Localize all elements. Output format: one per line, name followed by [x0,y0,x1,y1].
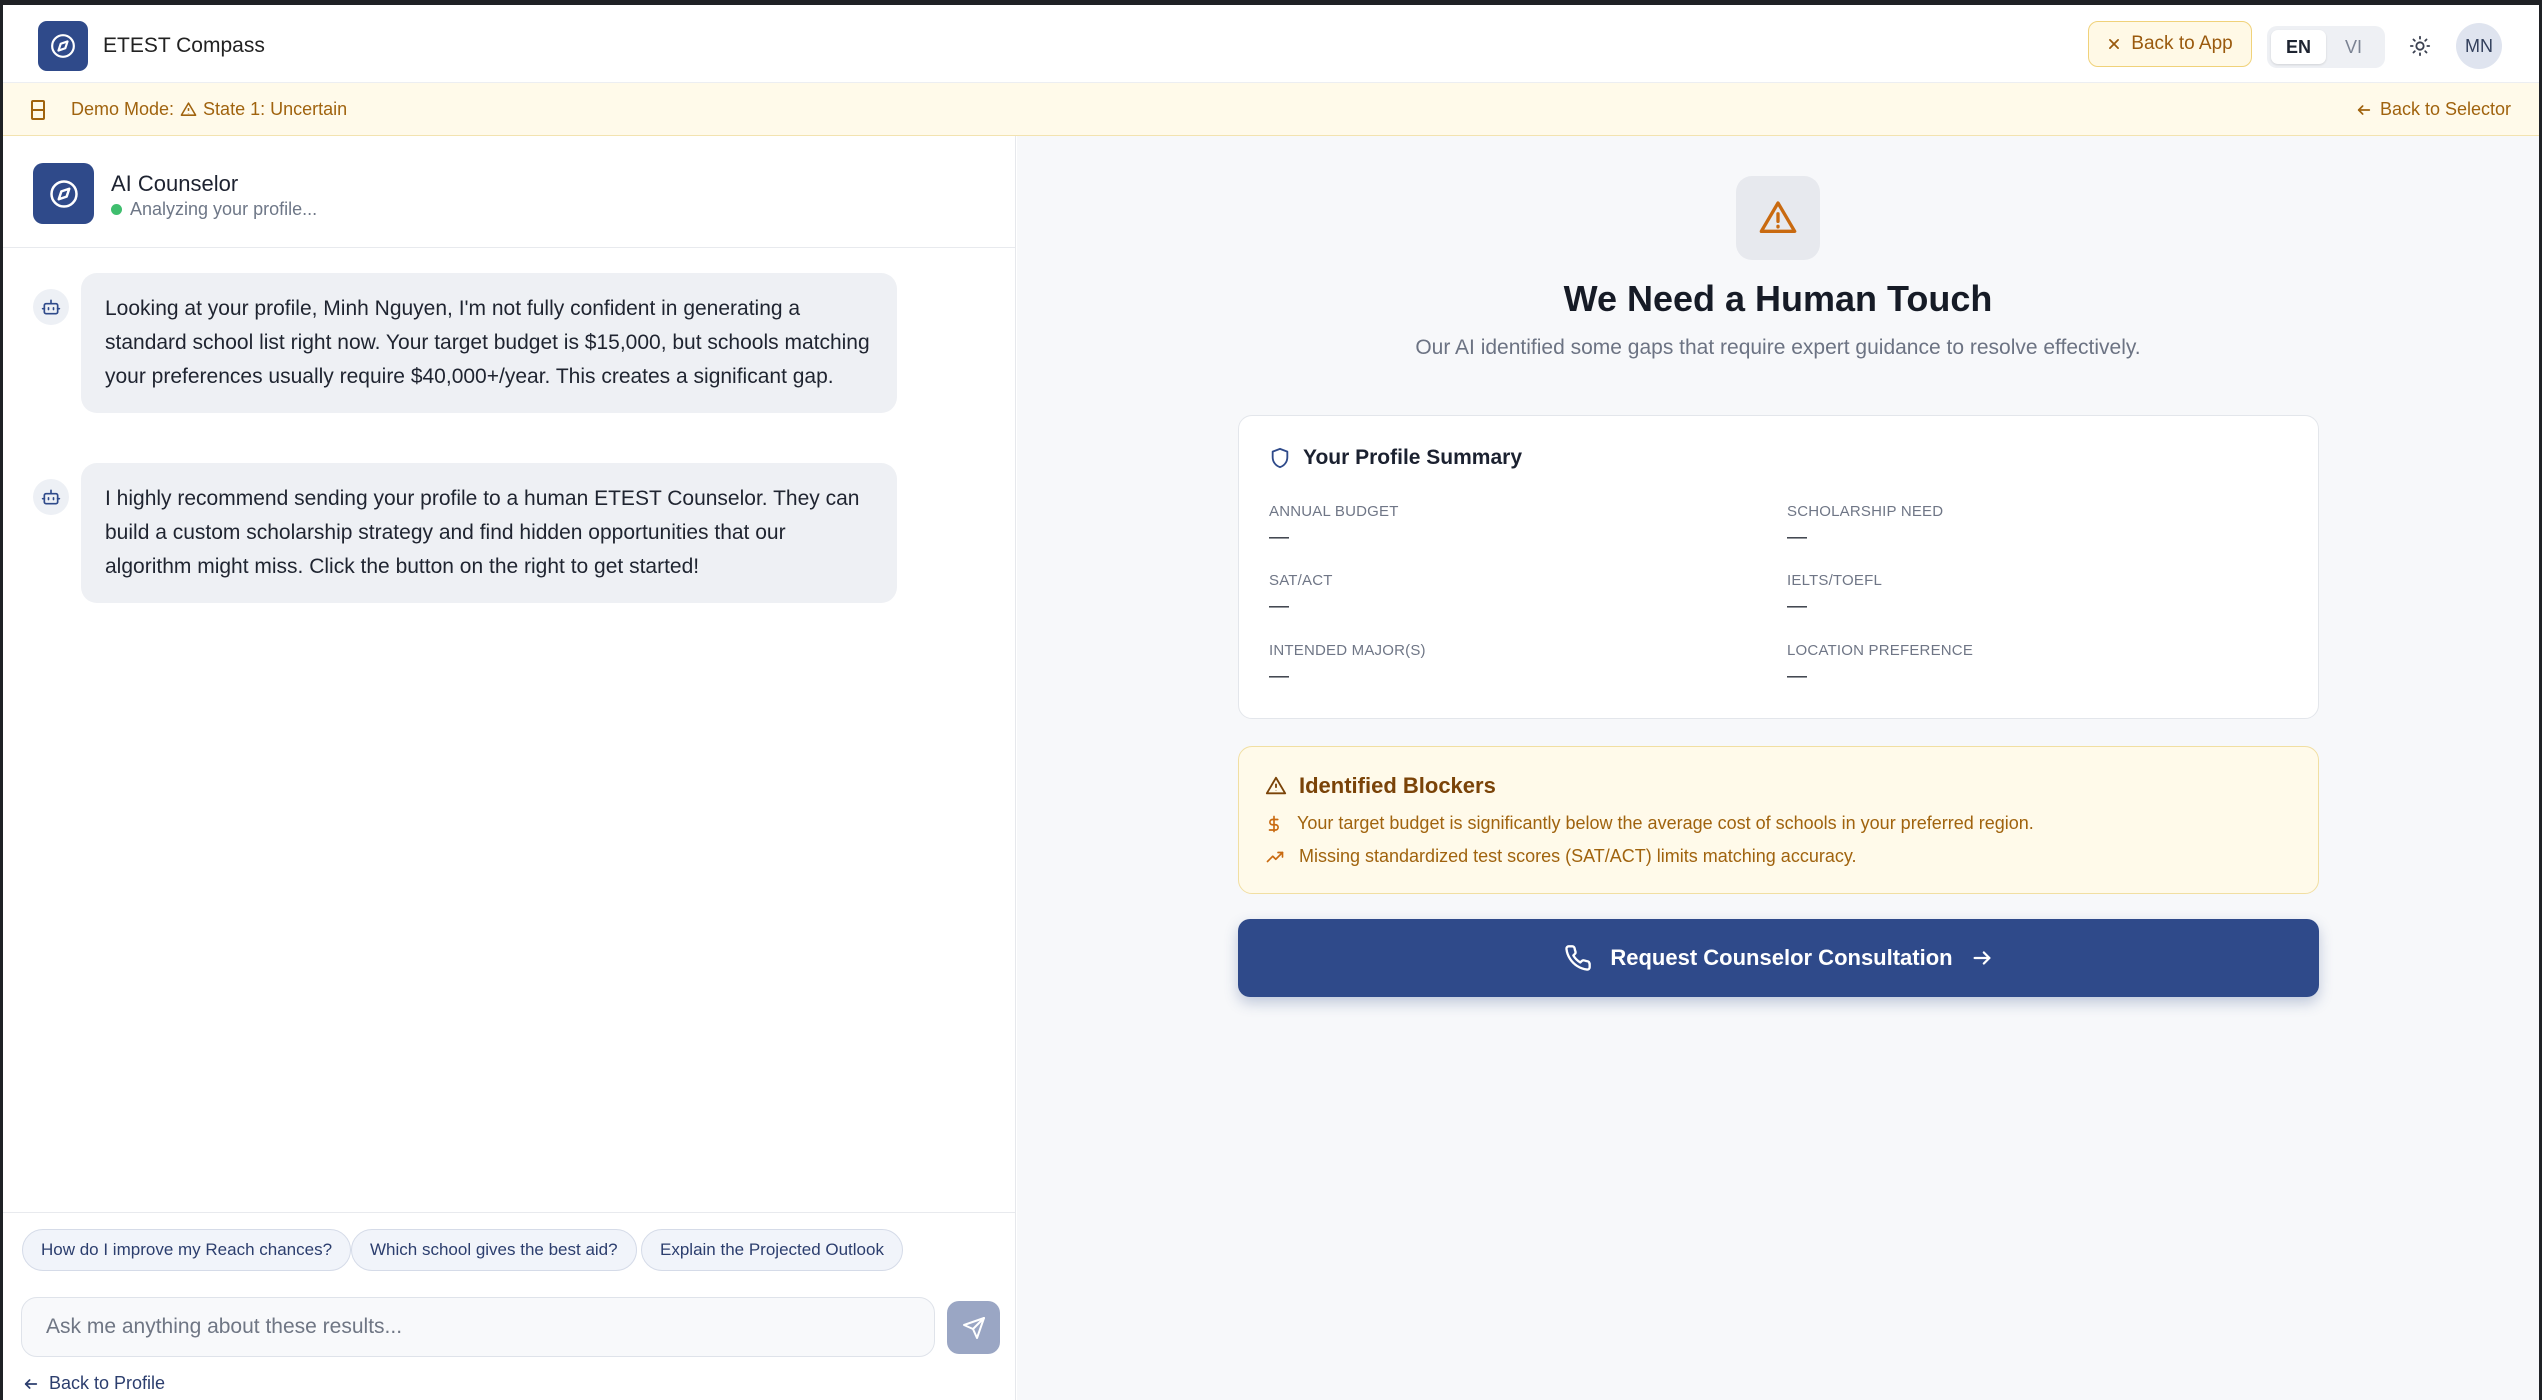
message-bubble: Looking at your profile, Minh Nguyen, I'm not fully confident in generating a standard school list right now. Your target budget is $15,000, but schools matching your preferences usually require $40,000+/year. This creates a significant gap. [81,273,897,413]
user-avatar[interactable]: MN [2456,23,2502,69]
blocker-item [1265,813,2034,834]
suggestion-chip[interactable]: Which school gives the best aid? [351,1229,637,1271]
warning-icon [180,101,197,118]
trending-up-icon [1265,848,1285,866]
shield-icon [1269,447,1291,469]
back-to-app-button[interactable] [2088,21,2252,67]
chat-panel [3,136,1016,1400]
field-label: SAT/ACT [1269,572,1333,589]
suggestion-chip[interactable]: Explain the Projected Outlook [641,1229,903,1271]
demo-mode-label: Demo Mode: [71,99,175,119]
back-to-selector-label: Back to Selector [2379,99,2511,119]
chat-input[interactable] [21,1297,935,1357]
blocker-item [1265,846,1857,867]
field-ielts-toefl [1787,572,2267,618]
app-window [3,5,2539,1400]
field-scholarship-need [1787,503,2267,549]
chat-header [3,136,1015,248]
profile-summary-title-text: Your Profile Summary [1303,446,1523,469]
field-label: ANNUAL BUDGET [1269,503,1399,520]
field-value: — [1269,665,1289,687]
arrow-left-icon [2356,102,2372,118]
send-icon [962,1316,986,1340]
field-value: — [1787,665,1807,687]
counselor-status [111,199,317,220]
demo-state-label: State 1: Uncertain [203,99,348,119]
language-toggle [2267,26,2385,68]
dollar-icon [1265,814,1283,834]
field-label: INTENDED MAJOR(S) [1269,642,1426,659]
request-consultation-label: Request Counselor Consultation [1610,945,1953,970]
field-label: SCHOLARSHIP NEED [1787,503,1944,520]
field-label: LOCATION PREFERENCE [1787,642,1974,659]
counselor-status-text: Analyzing your profile... [130,199,318,219]
bot-icon [33,479,69,515]
phone-icon [1564,944,1592,972]
counselor-compass-icon [33,163,94,224]
result-panel [1017,136,2539,1400]
lang-vi-button[interactable]: VI [2344,36,2362,57]
field-intended-majors [1269,642,1749,688]
brand-name: ETEST Compass [103,34,265,57]
profile-summary-title [1269,446,1522,470]
back-to-app-label: Back to App [2131,33,2233,54]
send-button[interactable] [947,1301,1000,1354]
demo-state [180,99,347,120]
compass-logo-icon[interactable] [38,21,88,71]
arrow-left-icon [23,1376,39,1392]
identified-blockers-card [1238,746,2319,894]
close-icon [2107,37,2121,51]
alert-triangle-icon [1736,176,1820,260]
bot-icon [33,289,69,325]
demo-flask-icon [29,99,47,121]
back-to-profile-label: Back to Profile [49,1373,166,1393]
theme-toggle-button[interactable] [2403,29,2437,63]
blocker-text: Your target budget is significantly below the average cost of schools in your preferred region. [1297,813,2034,833]
back-to-profile-link[interactable] [23,1373,165,1394]
back-to-selector-link[interactable] [2356,83,2511,136]
field-value: — [1269,595,1289,617]
suggestion-chip[interactable]: How do I improve my Reach chances? [22,1229,351,1271]
field-value: — [1787,526,1807,548]
message-bubble: I highly recommend sending your profile to a human ETEST Counselor. They can build a custom scholarship strategy and find hidden opportunities that our algorithm might miss. Click the button on the right to get started! [81,463,897,603]
field-sat-act [1269,572,1749,618]
request-consultation-button[interactable] [1238,919,2319,997]
warning-icon [1265,775,1287,797]
field-value: — [1787,595,1807,617]
demo-mode-banner [3,83,2539,136]
lang-en-button[interactable]: EN [2271,30,2326,64]
sun-icon [2409,35,2431,57]
profile-summary-card [1238,415,2319,719]
online-status-dot [111,204,122,215]
arrow-right-icon [1971,947,1993,969]
field-label: IELTS/TOEFL [1787,572,1883,589]
blockers-title [1265,773,1496,799]
blocker-text: Missing standardized test scores (SAT/ACT) limits matching accuracy. [1299,846,1857,866]
field-location-preference [1787,642,2267,688]
chat-footer [3,1212,1015,1400]
top-header [3,5,2539,83]
result-subtitle: Our AI identified some gaps that require expert guidance to resolve effectively. [1415,336,2141,359]
field-annual-budget [1269,503,1749,549]
field-value: — [1269,526,1289,548]
blockers-title-text: Identified Blockers [1299,773,1496,798]
result-title: We Need a Human Touch [1563,278,1993,319]
counselor-name: AI Counselor [111,171,239,196]
